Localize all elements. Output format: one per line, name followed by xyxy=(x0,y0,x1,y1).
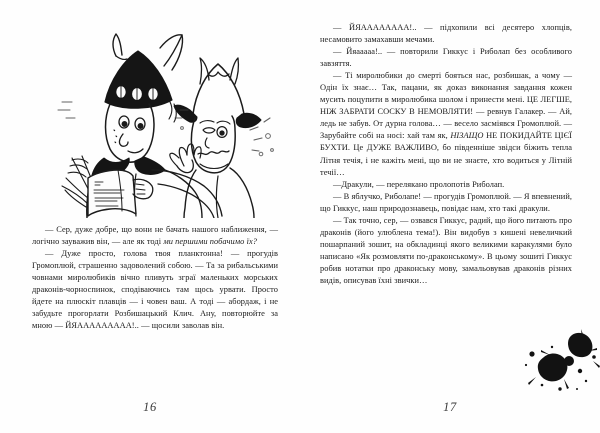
left-page-text xyxy=(32,224,278,332)
paragraph xyxy=(320,191,572,215)
body-text: — Сер, дуже добре, що вони не бачать нашого наближення, — логічно зауважив він, — але як тоді xyxy=(32,225,278,247)
page-number-left: 16 xyxy=(143,400,157,414)
body-text: — ЙЯАААААААА!.. — підхопили всі десятеро хлопців, несамовито замахавши мечами. xyxy=(320,23,572,45)
paragraph xyxy=(32,224,278,248)
paragraph xyxy=(320,215,572,287)
body-text: НЕ ПОКИДАЙТЕ ЦІЄЇ БУХТИ. Це ДУЖЕ ВАЖЛИВО, бо південніше звідси біжить тепла Літня течія, і не кажіть мені, що ви не знаєте, хто водиться у Літній течії… xyxy=(320,131,572,177)
illustration-two-vikings xyxy=(32,18,282,218)
paragraph xyxy=(320,46,572,70)
body-text: —Дракули, — перелякано пролопотів Риболап. xyxy=(333,179,505,189)
right-page xyxy=(300,0,600,433)
paragraph xyxy=(32,248,278,332)
illustration-drawing xyxy=(32,18,282,218)
ink-splatter-decoration xyxy=(514,327,600,405)
emphasized-text: НІЗАЩО xyxy=(450,131,484,141)
body-text: — Так точно, сер, — озвався Гиккус, радий, що його питають про драконів (його улюблена тема!). Він видобув з кишені невеличкий пошарпаний зошит, на обкладинці якого великими каракулями було написано «Як розмовляти по-драконському». В цьому зошиті Гиккус робив нотатки про драконську мову, замальовував драконів різних видів, описував їхні звички… xyxy=(320,215,572,285)
body-text: — Ті миролюбики до смерті бояться нас, розбишак, а чому — Одін їх знає… Так, пацани, як доказ виконання завдання кожен мусить поцупити в миролюбика шолом і принести мені. ЦЕ ЛЕГШЕ, НІЖ ЗАБРАТИ СОСКУ В НЕМОВЛЯТИ! — ревнув Галакер. — Ай, ледь не забув. От дурна голова… — весело засміявся Громоплюй. — Зарубайте собі на носі: хай там як, xyxy=(320,71,572,141)
paragraph xyxy=(320,70,572,178)
body-text: — Йяааааа!.. — повторили Гиккус і Риболап без особливого завзяття. xyxy=(320,47,572,69)
emphasized-text: ми першими побачимо їх? xyxy=(163,237,257,247)
paragraph xyxy=(320,179,572,191)
right-page-text xyxy=(320,22,572,287)
body-text: — Дуже просто, голова твоя планктонна! — прогудів Громоплюй, страшенно задоволений собою. — Та за рибальськими човнами миролюбиків вічно пливуть зграї маленьких морських драконів-чорноспинок, сподіваючись там щось урвати. Просто йдете на плюскіт плавців — і човен ваш. А тоді — абордаж, і не забудьте прогорлати Розбишацький Клич. Ану, повторюйте за мною — ЙЯААААААААА!.. — щосили заволав він. xyxy=(32,249,278,331)
body-text: — В яблучко, Риболапе! — прогудів Громоплюй. — Я впевнений, що Гиккус, наш природознавець, повідає нам, хто такі дракули. xyxy=(320,191,572,213)
page-number-right: 17 xyxy=(443,400,457,414)
paragraph xyxy=(320,22,572,46)
